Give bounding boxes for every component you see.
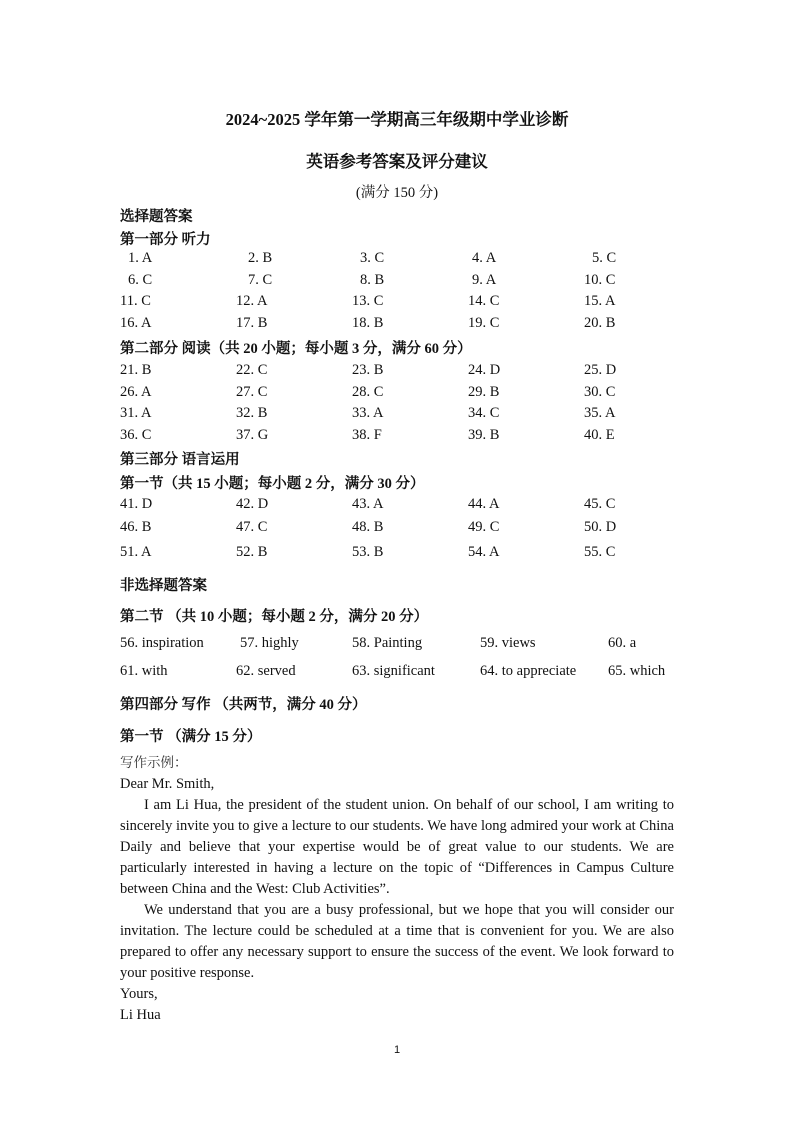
essay-paragraph: We understand that you are a busy professional, but we hope that you will consider our invitation. The lecture could be scheduled at a time that is convenient for you. We are also prepared to offer any necessary support to ensure the success of the event. We look forward to your positive response.: [120, 902, 674, 981]
answer-cell: 11. C: [120, 293, 151, 309]
answer-cell: 22. C: [236, 362, 268, 378]
answer-row: [120, 272, 640, 294]
answer-cell: 6. C: [128, 271, 153, 288]
answer-cell: 56. inspiration: [120, 635, 204, 651]
nonchoice-answers-heading: 非选择题答案: [120, 578, 207, 594]
answer-cell: 28. C: [352, 383, 384, 400]
answer-cell: 48. B: [352, 519, 384, 535]
answer-cell: 43. A: [352, 496, 384, 512]
document-title: 2024~2025 学年第一学期高三年级期中学业诊断: [225, 110, 569, 129]
section2-answers: [120, 635, 680, 691]
answer-row: [120, 293, 640, 315]
essay-label: 写作示例：: [120, 755, 188, 771]
essay-greeting: Dear Mr. Smith,: [120, 776, 215, 792]
essay-closing: Yours,: [120, 986, 158, 1002]
score-note: (满分 150 分): [355, 185, 439, 201]
answer-cell: 61. with: [120, 663, 168, 679]
answer-cell: 1. A: [128, 250, 153, 266]
part2-answers: [120, 362, 640, 448]
answer-cell: 27. C: [236, 383, 268, 400]
answer-cell: 3. C: [360, 250, 385, 266]
answer-cell: 59. views: [480, 635, 536, 651]
answer-cell: 20. B: [584, 314, 616, 331]
answer-cell: 63. significant: [352, 663, 435, 679]
essay-paragraph: I am Li Hua, the president of the student union. On behalf of our school, I am writing to sincerely invite you to give a lecture to our students. We have long admired your work at China Daily and believe that your expertise would be of great value to our students. We are particularly interested in having a lecture on the topic of “Differences in Campus Culture between China and the West: Club Activities”.: [120, 797, 674, 897]
answer-row: [120, 384, 640, 406]
answer-cell: 10. C: [584, 271, 616, 288]
answer-row: [120, 315, 640, 337]
answer-cell: 47. C: [236, 519, 268, 535]
answer-cell: 2. B: [248, 250, 273, 266]
answer-cell: 60. a: [608, 635, 637, 651]
answer-cell: 4. A: [472, 250, 497, 266]
answer-cell: 38. F: [352, 426, 382, 443]
answer-cell: 65. which: [608, 663, 666, 679]
answer-cell: 35. A: [584, 405, 616, 421]
answer-cell: 5. C: [592, 250, 617, 266]
answer-cell: 32. B: [236, 405, 268, 421]
part3-answers: [120, 496, 640, 566]
part1-answers: [120, 250, 640, 336]
answer-cell: 50. D: [584, 519, 617, 535]
answer-cell: 37. G: [236, 426, 269, 443]
answer-cell: 52. B: [236, 544, 268, 560]
answer-cell: 41. D: [120, 496, 153, 512]
answer-cell: 58. Painting: [352, 635, 423, 651]
answer-cell: 45. C: [584, 496, 616, 512]
answer-row: [120, 519, 640, 544]
answer-cell: 26. A: [120, 383, 152, 400]
answer-cell: 36. C: [120, 426, 152, 443]
answer-row: [120, 250, 640, 272]
part1-heading: 第一部分 听力: [120, 232, 211, 248]
answer-cell: 54. A: [468, 544, 500, 560]
answer-cell: 46. B: [120, 519, 152, 535]
part3-section1-heading: 第一节（共 15 小题；每小题 2 分，满分 30 分）: [120, 476, 425, 492]
answer-cell: 40. E: [584, 426, 615, 443]
answer-cell: 16. A: [120, 314, 152, 331]
page-number: 1: [393, 1044, 401, 1056]
answer-cell: 51. A: [120, 544, 152, 560]
answer-row: [120, 405, 640, 427]
document-subtitle: 英语参考答案及评分建议: [306, 152, 488, 171]
answer-cell: 39. B: [468, 426, 500, 443]
answer-cell: 15. A: [584, 293, 616, 309]
answer-row: [120, 427, 640, 449]
answer-cell: 18. B: [352, 314, 384, 331]
answer-cell: 30. C: [584, 383, 616, 400]
answer-cell: 64. to appreciate: [480, 663, 577, 679]
answer-row: [120, 496, 640, 519]
answer-row: [120, 362, 640, 384]
answer-cell: 8. B: [360, 271, 385, 288]
answer-cell: 53. B: [352, 544, 384, 560]
answer-cell: 13. C: [352, 293, 384, 309]
sample-essay: [120, 753, 674, 1026]
answer-cell: 42. D: [236, 496, 269, 512]
answer-cell: 14. C: [468, 293, 500, 309]
answer-cell: 49. C: [468, 519, 500, 535]
answer-cell: 17. B: [236, 314, 268, 331]
answer-row: [120, 635, 680, 663]
part4-section1-heading: 第一节 （满分 15 分）: [120, 729, 262, 745]
answer-cell: 31. A: [120, 405, 152, 421]
answer-cell: 7. C: [248, 271, 273, 288]
part4-heading: 第四部分 写作 （共两节，满分 40 分）: [120, 697, 367, 713]
essay-signature: Li Hua: [120, 1007, 161, 1023]
section2-heading: 第二节 （共 10 小题；每小题 2 分，满分 20 分）: [120, 609, 429, 625]
answer-cell: 25. D: [584, 362, 617, 378]
answer-cell: 44. A: [468, 496, 500, 512]
answer-cell: 12. A: [236, 293, 268, 309]
answer-cell: 55. C: [584, 544, 616, 560]
answer-cell: 19. C: [468, 314, 500, 331]
answer-row: [120, 544, 640, 566]
answer-cell: 33. A: [352, 405, 384, 421]
answer-row: [120, 663, 680, 691]
part2-heading: 第二部分 阅读（共 20 小题；每小题 3 分，满分 60 分）: [120, 341, 472, 357]
answer-cell: 57. highly: [240, 635, 299, 651]
part3-heading: 第三部分 语言运用: [120, 452, 240, 468]
choice-answers-heading: 选择题答案: [120, 209, 193, 225]
answer-cell: 21. B: [120, 362, 152, 378]
answer-cell: 29. B: [468, 383, 500, 400]
answer-cell: 23. B: [352, 362, 384, 378]
answer-cell: 62. served: [236, 663, 296, 679]
answer-cell: 34. C: [468, 405, 500, 421]
answer-cell: 9. A: [472, 271, 497, 288]
answer-cell: 24. D: [468, 362, 501, 378]
